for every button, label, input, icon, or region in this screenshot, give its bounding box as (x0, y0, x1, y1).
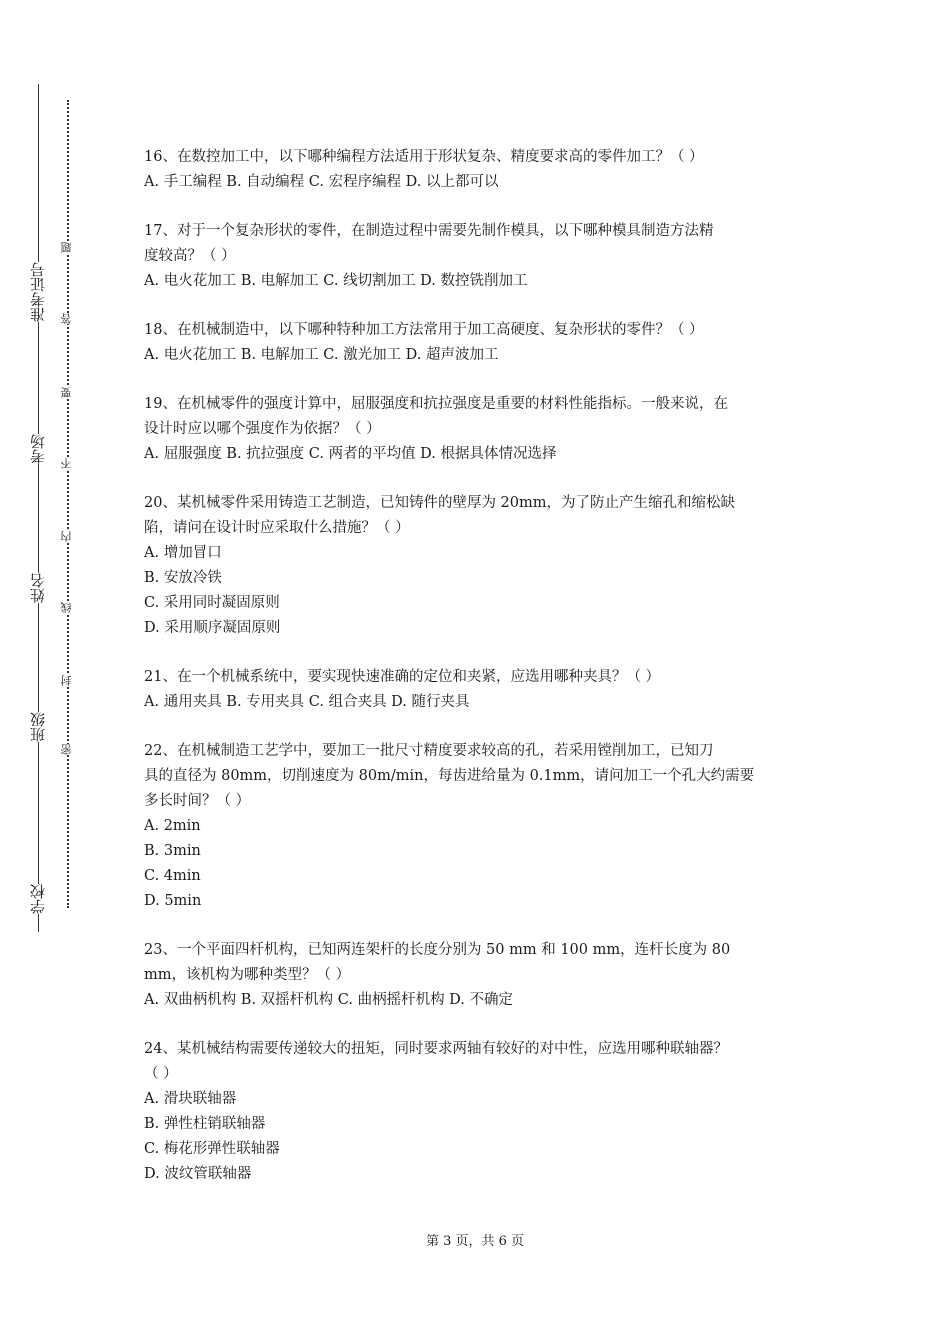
question-stem-line: 17、对于一个复杂形状的零件，在制造过程中需要先制作模具，以下哪种模具制造方法精 (144, 223, 714, 239)
question-18 (144, 318, 812, 368)
seal-char-8: 题 (60, 242, 73, 253)
question-stem-line: mm，该机构为哪种类型？（ ） (144, 967, 351, 983)
question-stem-line: 多长时间？（ ） (144, 793, 251, 809)
question-stem-line: 23、一个平面四杆机构，已知两连架杆的长度分别为 50 mm 和 100 mm，连杆长度为 80 (144, 942, 731, 958)
seal-char-7: 答 (60, 313, 73, 324)
question-stem-line: 16、在数控加工中，以下哪种编程方法适用于形状复杂、精度要求高的零件加工？（ ） (144, 149, 704, 165)
question-20 (144, 491, 812, 641)
question-option-line: A. 通用夹具 B. 专用夹具 C. 组合夹具 D. 随行夹具 (144, 694, 470, 710)
binding-margin-line (38, 84, 39, 932)
seal-char-3: 线 (60, 602, 73, 613)
question-stem-line: 20、某机械零件采用铸造工艺制造，已知铸件的壁厚为 20mm，为了防止产生缩孔和缩松缺 (144, 495, 736, 511)
seal-char-5: 不 (60, 458, 73, 469)
margin-label-class: 班级 (22, 712, 56, 742)
question-stem-line: 22、在机械制造工艺学中，要加工一批尺寸精度要求较高的孔，若采用镗削加工，已知刀 (144, 743, 714, 759)
question-list (144, 145, 812, 1211)
question-option-line: D. 波纹管联轴器 (144, 1166, 252, 1182)
question-stem-line: 24、某机械结构需要传递较大的扭矩，同时要求两轴有较好的对中性，应选用哪种联轴器？ (144, 1041, 728, 1057)
question-option-line: C. 梅花形弹性联轴器 (144, 1141, 280, 1157)
question-option-line: B. 弹性柱销联轴器 (144, 1116, 266, 1132)
question-19 (144, 392, 812, 467)
question-option-line: A. 双曲柄机构 B. 双摇杆机构 C. 曲柄摇杆机构 D. 不确定 (144, 992, 514, 1008)
question-24 (144, 1037, 812, 1187)
seal-char-2: 封 (60, 675, 73, 686)
question-option-line: A. 手工编程 B. 自动编程 C. 宏程序编程 D. 以上都可以 (144, 174, 499, 190)
margin-label-exam-room: 考场 (22, 434, 56, 464)
question-stem-line: 21、在一个机械系统中，要实现快速准确的定位和夹紧，应选用哪种夹具？（ ） (144, 669, 661, 685)
question-option-line: A. 电火花加工 B. 电解加工 C. 线切割加工 D. 数控铣削加工 (144, 273, 528, 289)
question-stem-line: 19、在机械零件的强度计算中，屈服强度和抗拉强度是重要的材料性能指标。一般来说，在 (144, 396, 728, 412)
question-option-line: B. 安放冷铁 (144, 570, 222, 586)
question-option-line: D. 5min (144, 893, 202, 909)
question-option-line: A. 滑块联轴器 (144, 1091, 237, 1107)
question-21 (144, 665, 812, 715)
margin-label-admission-number: 准考证号 (22, 262, 56, 322)
question-23 (144, 938, 812, 1013)
margin-label-school: 学校 (22, 884, 56, 914)
question-stem-line: （ ） (144, 1066, 178, 1082)
question-option-line: B. 3min (144, 843, 201, 859)
question-stem-line: 18、在机械制造中，以下哪种特种加工方法常用于加工高硬度、复杂形状的零件？（ ） (144, 322, 704, 338)
seal-dotted-line (67, 100, 69, 908)
seal-char-1: 密 (60, 744, 73, 755)
question-option-line: A. 屈服强度 B. 抗拉强度 C. 两者的平均值 D. 根据具体情况选择 (144, 446, 557, 462)
question-option-line: A. 2min (144, 818, 201, 834)
question-stem-line: 具的直径为 80mm，切削速度为 80m/min，每齿进给量为 0.1mm，请问加工一个孔大约需要 (144, 768, 755, 784)
question-stem-line: 度较高？（ ） (144, 248, 236, 264)
question-stem-line: 陷，请问在设计时应采取什么措施？（ ） (144, 520, 410, 536)
question-option-line: A. 电火花加工 B. 电解加工 C. 激光加工 D. 超声波加工 (144, 347, 499, 363)
question-stem-line: 设计时应以哪个强度作为依据？（ ） (144, 421, 381, 437)
question-option-line: C. 采用同时凝固原则 (144, 595, 280, 611)
question-option-line: C. 4min (144, 868, 201, 884)
seal-char-4: 内 (60, 531, 73, 542)
question-option-line: A. 增加冒口 (144, 545, 222, 561)
question-option-line: D. 采用顺序凝固原则 (144, 620, 281, 636)
question-17 (144, 219, 812, 294)
seal-char-6: 要 (60, 387, 73, 398)
question-22 (144, 739, 812, 914)
question-16 (144, 145, 812, 195)
page-footer: 第 3 页，共 6 页 (425, 1234, 525, 1249)
margin-label-name: 姓名 (22, 573, 56, 603)
